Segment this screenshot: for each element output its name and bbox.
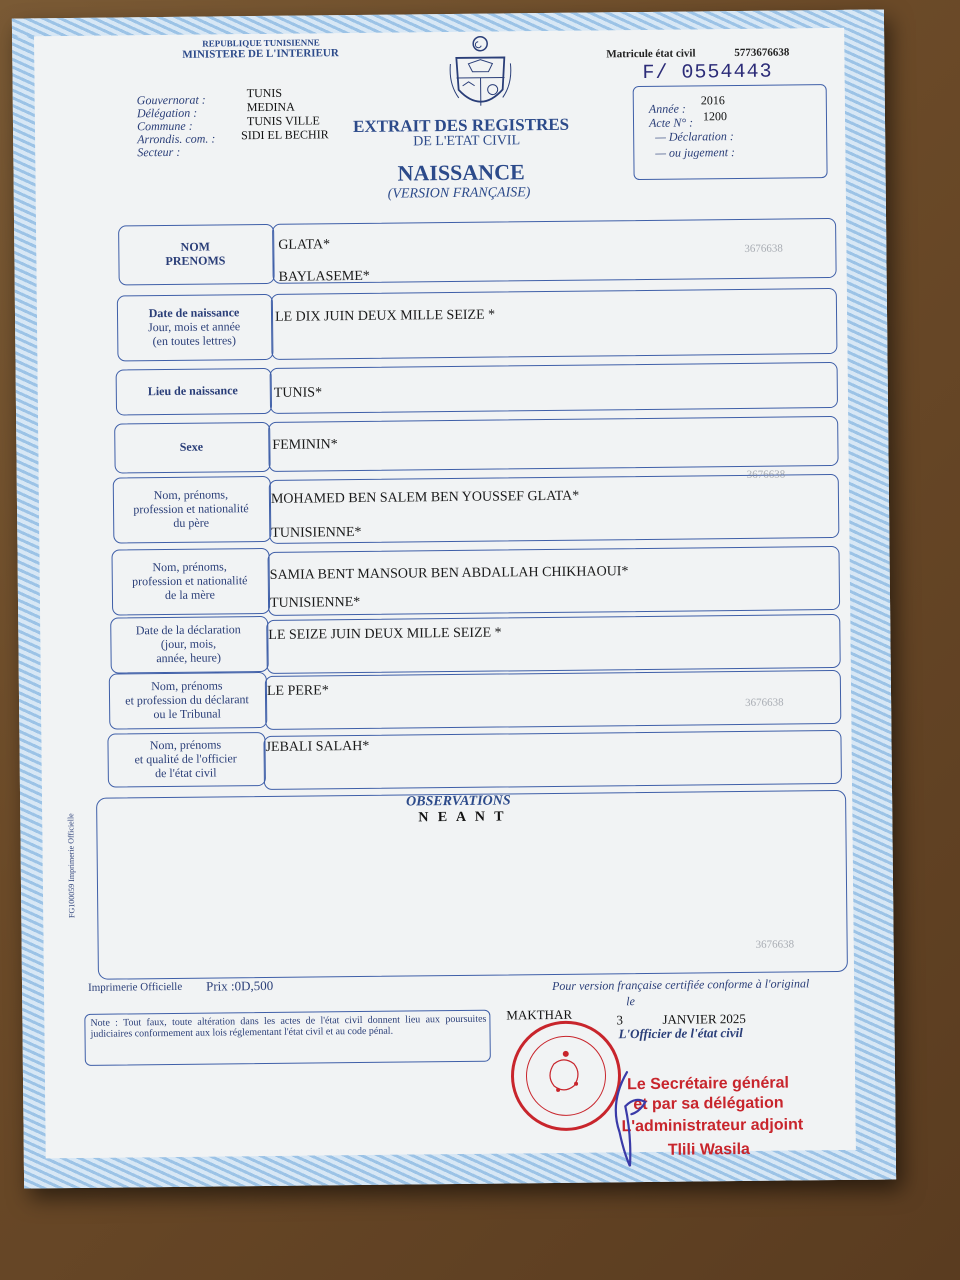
value-mere: SAMIA BENT MANSOUR BEN ABDALLAH CHIKHAOUI*: [269, 564, 629, 583]
value-box-lieu: [270, 362, 838, 414]
ghost-number: 3676638: [755, 938, 795, 951]
label-declarant: [109, 672, 266, 728]
stamp-line2: et par sa délégation: [633, 1094, 784, 1114]
title-main: NAISSANCE: [397, 159, 525, 186]
le-label: le: [626, 994, 635, 1009]
value-pere: MOHAMED BEN SALEM BEN YOUSSEF GLATA*: [270, 488, 580, 507]
stamp-line4: Tlili Wasila: [667, 1140, 750, 1159]
matricule-label: Matricule état civil: [606, 47, 696, 61]
value-officier: JEBALI SALAH*: [265, 738, 370, 755]
imprimerie-label: Imprimerie Officielle: [87, 980, 183, 994]
value-box-declaration: [266, 614, 841, 674]
label-nom-prenoms: [118, 224, 273, 284]
value-pere-nationalite: TUNISIENNE*: [271, 524, 362, 541]
label-sexe: [114, 422, 268, 472]
value-sexe: FEMININ*: [272, 437, 338, 453]
label-date-naissance-sub: Jour, mois et année (en toutes lettres): [147, 319, 241, 349]
label-pere: [113, 476, 270, 542]
label-pere-text: Nom, prénoms, profession et nationalité du père: [133, 487, 249, 530]
stamp-line3: L'administrateur adjoint: [621, 1116, 804, 1136]
label-officier: [107, 732, 264, 786]
ministry-label: MINISTERE DE L'INTERIEUR: [182, 47, 339, 61]
arrondis-label: Arrondis. com. :: [137, 131, 216, 147]
acte-value: 1200: [702, 109, 728, 124]
acte-label: Acte N° :: [648, 115, 694, 130]
label-sexe-title: Sexe: [179, 439, 204, 454]
label-mere-text: Nom, prénoms, profession et nationalité de la mère: [132, 559, 248, 603]
delegation-label: Délégation :: [136, 105, 198, 121]
side-print: FG100059 Imprimerie Officielle: [66, 813, 77, 919]
annee-label: Année :: [648, 101, 686, 116]
date-day: 3: [616, 1012, 623, 1028]
officer-label: L'Officier de l'état civil: [618, 1024, 743, 1042]
jugement-label: — ou jugement :: [655, 145, 736, 160]
declaration-label: — Déclaration :: [655, 129, 734, 144]
gouvernorat-value: TUNIS: [246, 85, 283, 101]
value-date-naissance: LE DIX JUIN DEUX MILLE SEIZE *: [274, 307, 496, 325]
ghost-number: 3676638: [745, 696, 784, 709]
value-nom: GLATA*: [278, 237, 331, 253]
gouvernorat-label: Gouvernorat :: [136, 92, 206, 108]
label-prenoms: PRENOMS: [165, 253, 226, 269]
title-version: (VERSION FRANÇAISE): [387, 185, 531, 202]
value-declarant: LE PERE*: [266, 683, 329, 699]
value-lieu: TUNIS*: [273, 385, 323, 401]
title-line1: EXTRAIT DES REGISTRES: [352, 114, 570, 137]
republic-label: REPUBLIQUE TUNISIENNE: [202, 37, 320, 49]
ghost-number: 3676638: [746, 468, 786, 481]
handwritten-signature-icon: [599, 1062, 680, 1173]
observations-value: N E A N T: [418, 809, 507, 826]
label-declaration-text: Date de la déclaration (jour, mois, année, heure): [135, 622, 241, 666]
secteur-label: Secteur :: [137, 144, 181, 160]
label-officier-text: Nom, prénoms et qualité de l'officier de l'état civil: [134, 737, 237, 781]
commune-label: Commune :: [136, 118, 193, 134]
label-declaration: [110, 616, 267, 672]
value-prenoms: BAYLASEME*: [278, 268, 370, 285]
stamp-line1: Le Secrétaire général: [627, 1074, 790, 1094]
title-line2: DE L'ETAT CIVIL: [413, 133, 521, 150]
value-declaration: LE SEIZE JUIN DEUX MILLE SEIZE *: [268, 625, 502, 643]
label-nom: NOM: [180, 239, 211, 254]
date-month-year: JANVIER 2025: [662, 1010, 746, 1027]
coat-of-arms-icon: [448, 33, 513, 118]
label-lieu: [116, 368, 270, 414]
label-mere: [111, 548, 268, 614]
arrondis-value: SIDI EL BECHIR: [241, 127, 329, 143]
note-text: Note : Tout faux, toute altération dans les actes de l'état civil donnent lieu aux poursuites judiciaires conformement aux lois réglementant l'état civil et au code pénal.: [90, 1013, 487, 1040]
value-box-sexe: [268, 416, 838, 472]
serial-number: F/ 0554443: [642, 60, 773, 85]
place: MAKTHAR: [506, 1006, 573, 1023]
label-date-naissance-title: Date de naissance: [148, 305, 240, 321]
value-mere-nationalite: TUNISIENNE*: [269, 594, 361, 611]
label-declarant-text: Nom, prénoms et profession du déclarant ou le Tribunal: [125, 678, 249, 722]
commune-value: TUNIS VILLE: [246, 113, 320, 129]
observations-title: OBSERVATIONS: [406, 793, 511, 810]
label-date-naissance: [117, 294, 272, 360]
ghost-number: 3676638: [744, 242, 783, 255]
birth-certificate: [12, 9, 896, 1188]
certified-label: Pour version française certifiée conforme à l'original: [551, 976, 810, 993]
delegation-value: MEDINA: [246, 99, 295, 115]
prix-label: Prix :0D,500: [205, 977, 274, 994]
label-lieu-title: Lieu de naissance: [147, 383, 238, 399]
matricule-value: 5773676638: [734, 46, 790, 60]
annee-value: 2016: [700, 93, 725, 108]
